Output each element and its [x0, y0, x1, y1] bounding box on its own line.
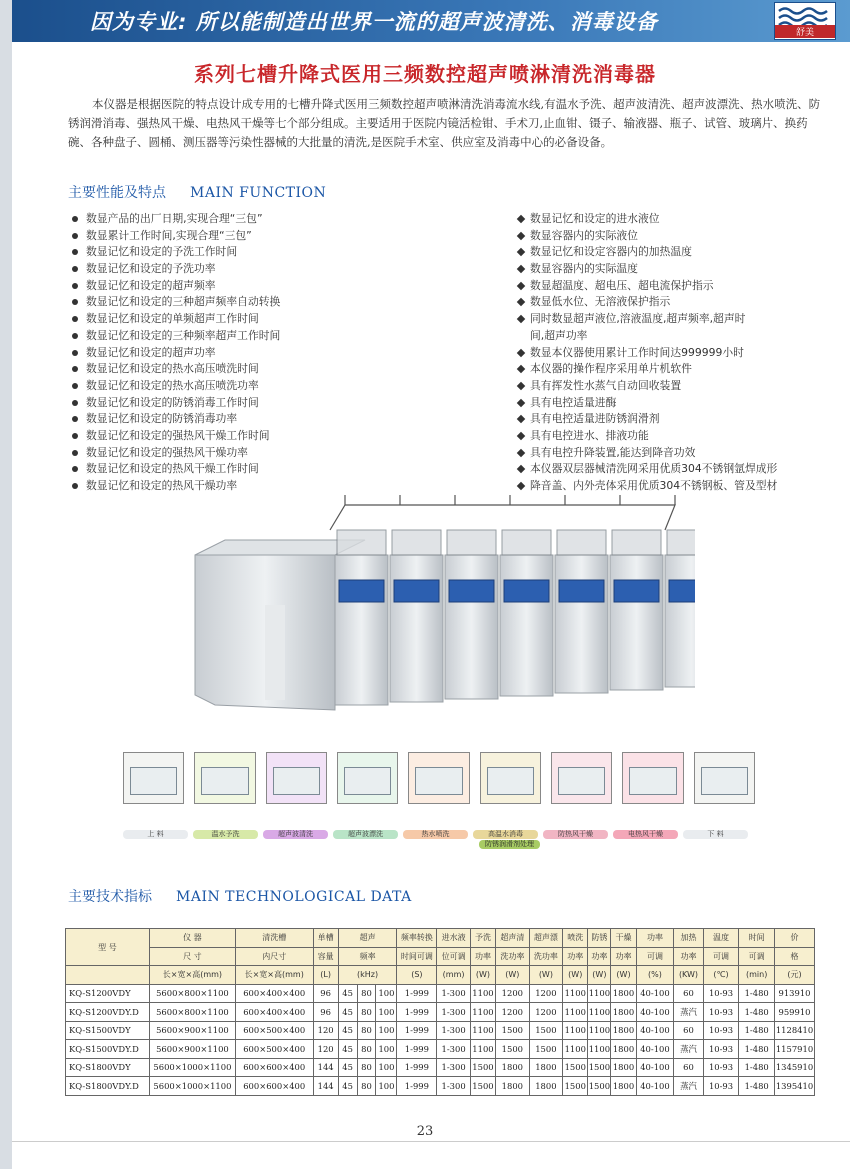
- table-cell: 1-480: [739, 1040, 775, 1059]
- spec-header-cell: (KW): [674, 966, 703, 985]
- feature-item: 数显记忆和设定的三种超声频率自动转换: [68, 294, 508, 311]
- feature-item: 数显累计工作时间,实现合理“三包”: [68, 228, 508, 245]
- spec-header-cell: (W): [529, 966, 563, 985]
- table-cell: 80: [357, 984, 376, 1003]
- table-cell: 96: [313, 984, 338, 1003]
- spec-header-cell: 可调: [739, 947, 775, 966]
- table-cell: 1800: [611, 1040, 636, 1059]
- table-cell: 1200: [496, 984, 530, 1003]
- process-flow: [115, 752, 755, 852]
- table-cell: 600×400×400: [235, 984, 313, 1003]
- table-cell: 1500: [563, 1077, 588, 1096]
- spec-header-cell: (W): [496, 966, 530, 985]
- table-cell: 144: [313, 1058, 338, 1077]
- table-cell: 1100: [470, 1003, 495, 1022]
- table-cell: 1800: [496, 1077, 530, 1096]
- table-cell: 100: [376, 1003, 397, 1022]
- spec-header-cell: 清洗槽: [235, 929, 313, 948]
- features-heading-en: MAIN FUNCTION: [190, 185, 327, 201]
- spec-header-cell: 时间: [739, 929, 775, 948]
- basket-frame: [667, 530, 695, 555]
- feature-item: 具有电控适量进防锈润滑剂: [518, 411, 838, 428]
- table-cell: 1500: [588, 1058, 611, 1077]
- table-cell: 120: [313, 1040, 338, 1059]
- spec-header-cell: 洗功率: [496, 947, 530, 966]
- spec-header-cell: (L): [313, 966, 338, 985]
- feature-item: 数显记忆和设定的热风干燥工作时间: [68, 461, 508, 478]
- spec-header-cell: 功率: [674, 947, 703, 966]
- table-cell: 1800: [611, 1003, 636, 1022]
- table-cell: 1800: [496, 1058, 530, 1077]
- process-step: 超声波漂洗: [333, 830, 398, 839]
- feature-item: 数显记忆和设定容器内的加热温度: [518, 244, 838, 261]
- process-frame: [622, 752, 683, 804]
- feature-item: 数显记忆和设定的热风干燥功率: [68, 478, 508, 495]
- table-cell: 1345910: [775, 1058, 815, 1077]
- spec-header-cell: 超声漂: [529, 929, 563, 948]
- spec-header-cell: 可调: [636, 947, 674, 966]
- basket-frame: [557, 530, 606, 555]
- table-cell: 80: [357, 1040, 376, 1059]
- tank-shape: [415, 767, 462, 795]
- table-cell: 100: [376, 1021, 397, 1040]
- machine-unit: [555, 555, 608, 693]
- feature-item: 降音盖、内外壳体采用优质304不锈钢板、管及型材: [518, 478, 838, 495]
- spec-header-cell: (℃): [703, 966, 739, 985]
- process-frame: [194, 752, 255, 804]
- spec-header-cell: (S): [397, 966, 437, 985]
- features-heading-cn: 主要性能及特点: [68, 185, 166, 201]
- tech-heading-en: MAIN TECHNOLOGICAL DATA: [176, 889, 412, 905]
- spec-header-cell: 功率: [563, 947, 588, 966]
- table-cell: 1200: [529, 1003, 563, 1022]
- table-cell: 60: [674, 1021, 703, 1040]
- spec-header-cell: 干燥: [611, 929, 636, 948]
- tank-shape: [558, 767, 605, 795]
- spec-header-cell: 喷洗: [563, 929, 588, 948]
- process-frame: [551, 752, 612, 804]
- intro-paragraph: 本仪器是根据医院的特点设计成专用的七槽升降式医用三频数控超声喷淋清洗消毒流水线,有温水予洗、超声波清洗、超声波漂洗、热水喷洗、防锈润滑消毒、强热风干燥、电热风干燥等七个部分组成。主要适用于医院内镜活检钳、手术刀,止血钳、镊子、输液器、瓶子、试管、玻璃片、换药碗、各种盘子、圆桶、测压器等污染性器械的大批量的清洗,是医院手术室、供应室及消毒中心的必备设备。: [68, 97, 821, 149]
- table-cell: 1-999: [397, 1040, 437, 1059]
- table-cell: 1500: [470, 1058, 495, 1077]
- table-cell: 1500: [470, 1077, 495, 1096]
- table-cell: 40-100: [636, 1040, 674, 1059]
- spec-header-cell: (W): [470, 966, 495, 985]
- table-cell: 1100: [563, 1040, 588, 1059]
- table-cell: 80: [357, 1021, 376, 1040]
- table-cell: 1-300: [437, 984, 471, 1003]
- spec-header-cell: (W): [611, 966, 636, 985]
- spec-header-cell: 功率: [470, 947, 495, 966]
- table-cell: 1157910: [775, 1040, 815, 1059]
- feature-item: 数显记忆和设定的热水高压喷洗时间: [68, 361, 508, 378]
- table-cell: 10-93: [703, 1021, 739, 1040]
- machine-unit: [500, 555, 553, 696]
- table-cell: 1395410: [775, 1077, 815, 1096]
- spec-header-cell: 仪 器: [149, 929, 235, 948]
- feature-item: 数显记忆和设定的单频超声工作时间: [68, 311, 508, 328]
- spec-header-cell: (%): [636, 966, 674, 985]
- machine-unit: [335, 555, 388, 705]
- banner-slogan: 因为专业: 所以能制造出世界一流的超声波清洗、消毒设备: [90, 10, 658, 34]
- tech-heading-cn: 主要技术指标: [68, 889, 152, 905]
- table-cell: KQ-S1200VDY.D: [66, 1003, 150, 1022]
- table-cell: 1-300: [437, 1077, 471, 1096]
- table-cell: 40-100: [636, 1003, 674, 1022]
- table-cell: 5600×1000×1100: [149, 1058, 235, 1077]
- table-cell: 913910: [775, 984, 815, 1003]
- machine-unit: [610, 555, 663, 690]
- spec-header-row: [66, 966, 815, 985]
- table-cell: 600×400×400: [235, 1003, 313, 1022]
- feature-item: 具有挥发性水蒸气自动回收装置: [518, 378, 838, 395]
- table-cell: 45: [338, 1058, 357, 1077]
- process-frame: [480, 752, 541, 804]
- table-cell: 600×500×400: [235, 1021, 313, 1040]
- spec-header-cell: 长×宽×高(mm): [149, 966, 235, 985]
- table-cell: 45: [338, 984, 357, 1003]
- table-cell: 1-999: [397, 1021, 437, 1040]
- table-cell: 蒸汽: [674, 1040, 703, 1059]
- company-logo: [774, 2, 836, 40]
- spec-header-cell: (kHz): [338, 966, 397, 985]
- spec-header-cell: 频率: [338, 947, 397, 966]
- spec-header-cell: 时间可调: [397, 947, 437, 966]
- spec-header-cell: [66, 966, 150, 985]
- product-title: 系列七槽升降式医用三频数控超声喷淋清洗消毒器: [194, 62, 656, 86]
- spec-header-cell: 内尺寸: [235, 947, 313, 966]
- feature-item: 数显记忆和设定的予洗工作时间: [68, 244, 508, 261]
- table-cell: 5600×900×1100: [149, 1021, 235, 1040]
- process-frame: [337, 752, 398, 804]
- table-cell: 10-93: [703, 1077, 739, 1096]
- table-cell: 1-999: [397, 1058, 437, 1077]
- spec-header-cell: 型 号: [66, 929, 150, 966]
- spec-header-cell: 加热: [674, 929, 703, 948]
- control-panel: [559, 580, 604, 602]
- table-cell: 1-999: [397, 1003, 437, 1022]
- process-frame: [694, 752, 755, 804]
- table-cell: 1100: [470, 1021, 495, 1040]
- feature-item: 数显记忆和设定的防锈消毒功率: [68, 411, 508, 428]
- table-cell: KQ-S1500VDY.D: [66, 1040, 150, 1059]
- spec-header-cell: (元): [775, 966, 815, 985]
- table-cell: 1500: [588, 1077, 611, 1096]
- table-cell: 蒸汽: [674, 1003, 703, 1022]
- spec-header-cell: 洗功率: [529, 947, 563, 966]
- control-panel: [394, 580, 439, 602]
- process-step: 热水喷洗: [403, 830, 468, 839]
- table-cell: 45: [338, 1003, 357, 1022]
- table-cell: 5600×900×1100: [149, 1040, 235, 1059]
- table-cell: 1-300: [437, 1040, 471, 1059]
- divider: [12, 1141, 850, 1142]
- table-cell: 1500: [529, 1040, 563, 1059]
- table-cell: 1-300: [437, 1003, 471, 1022]
- table-cell: 600×500×400: [235, 1040, 313, 1059]
- table-row: [66, 1077, 815, 1096]
- table-cell: 1100: [563, 984, 588, 1003]
- process-frame: [266, 752, 327, 804]
- spec-header-cell: 功率: [611, 947, 636, 966]
- table-cell: 1100: [588, 1003, 611, 1022]
- spec-header-cell: (mm): [437, 966, 471, 985]
- machine-illustration: [185, 495, 695, 725]
- feature-item: 数显记忆和设定的超声频率: [68, 278, 508, 295]
- spec-header-cell: (min): [739, 966, 775, 985]
- feature-item: 数显记忆和设定的强热风干燥功率: [68, 445, 508, 462]
- table-cell: 1100: [470, 1040, 495, 1059]
- spec-header-cell: 尺 寸: [149, 947, 235, 966]
- table-cell: 1128410: [775, 1021, 815, 1040]
- feature-item: 数显容器内的实际液位: [518, 228, 838, 245]
- feature-item: 数显记忆和设定的进水液位: [518, 211, 838, 228]
- table-cell: 1800: [529, 1058, 563, 1077]
- table-cell: 1-480: [739, 1077, 775, 1096]
- feature-item: 数显记忆和设定的强热风干燥工作时间: [68, 428, 508, 445]
- process-frame: [408, 752, 469, 804]
- table-cell: 1-999: [397, 984, 437, 1003]
- table-cell: 100: [376, 1040, 397, 1059]
- table-cell: 蒸汽: [674, 1077, 703, 1096]
- basket-frame: [612, 530, 661, 555]
- table-cell: 1100: [588, 1021, 611, 1040]
- feature-list-left: [68, 211, 508, 495]
- tank-shape: [201, 767, 248, 795]
- table-cell: 600×600×400: [235, 1077, 313, 1096]
- process-step: 下 料: [683, 830, 748, 839]
- spec-header-cell: (W): [588, 966, 611, 985]
- spec-header-row: [66, 947, 815, 966]
- process-step: 温水予洗: [193, 830, 258, 839]
- table-cell: 45: [338, 1021, 357, 1040]
- spec-header-cell: 予洗: [470, 929, 495, 948]
- table-cell: KQ-S1800VDY.D: [66, 1077, 150, 1096]
- table-cell: 1100: [563, 1021, 588, 1040]
- table-cell: KQ-S1800VDY: [66, 1058, 150, 1077]
- table-cell: 1500: [529, 1021, 563, 1040]
- table-cell: 5600×800×1100: [149, 1003, 235, 1022]
- table-cell: 1500: [563, 1058, 588, 1077]
- machine-unit: [390, 555, 443, 702]
- feature-item: 数显超温度、超电压、超电流保护指示: [518, 278, 838, 295]
- machine-unit: [445, 555, 498, 699]
- spec-header-cell: 单槽: [313, 929, 338, 948]
- table-cell: 100: [376, 984, 397, 1003]
- table-cell: 96: [313, 1003, 338, 1022]
- spec-header-cell: 功率: [636, 929, 674, 948]
- logo-text: 舒美: [775, 25, 835, 38]
- table-cell: 1800: [529, 1077, 563, 1096]
- process-step: 高温水消毒: [473, 830, 538, 839]
- process-step: 防热风干燥: [543, 830, 608, 839]
- table-cell: KQ-S1500VDY: [66, 1021, 150, 1040]
- feature-item: 数显产品的出厂日期,实现合理“三包”: [68, 211, 508, 228]
- spec-header-row: [66, 929, 815, 948]
- table-row: [66, 1021, 815, 1040]
- table-row: [66, 1040, 815, 1059]
- spec-header-cell: 容量: [313, 947, 338, 966]
- table-cell: 1200: [529, 984, 563, 1003]
- table-cell: 1800: [611, 1021, 636, 1040]
- feature-item: 同时数显超声液位,溶液温度,超声频率,超声时: [518, 311, 838, 328]
- table-cell: 10-93: [703, 1003, 739, 1022]
- table-cell: 80: [357, 1003, 376, 1022]
- table-cell: 1-480: [739, 984, 775, 1003]
- table-cell: 1-480: [739, 1003, 775, 1022]
- table-cell: 40-100: [636, 1021, 674, 1040]
- table-cell: 10-93: [703, 1040, 739, 1059]
- table-cell: 120: [313, 1021, 338, 1040]
- table-cell: KQ-S1200VDY: [66, 984, 150, 1003]
- tank-shape: [701, 767, 748, 795]
- feature-list-right: [518, 211, 838, 495]
- feature-item: 数显记忆和设定的予洗功率: [68, 261, 508, 278]
- feature-item: 数显容器内的实际温度: [518, 261, 838, 278]
- header-banner: [12, 0, 850, 42]
- table-cell: 1-300: [437, 1021, 471, 1040]
- table-cell: 80: [357, 1077, 376, 1096]
- table-cell: 1500: [496, 1040, 530, 1059]
- process-step: 电热风干燥: [613, 830, 678, 839]
- tech-heading: [68, 886, 412, 906]
- table-cell: 5600×800×1100: [149, 984, 235, 1003]
- spec-header-cell: 价: [775, 929, 815, 948]
- table-cell: 1100: [588, 1040, 611, 1059]
- tank-shape: [487, 767, 534, 795]
- feature-item: 本仪器双层器械清洗网采用优质304不锈钢氩焊成形: [518, 461, 838, 478]
- table-cell: 1-480: [739, 1021, 775, 1040]
- spec-header-cell: 超声: [338, 929, 397, 948]
- spec-header-cell: 进水液: [437, 929, 471, 948]
- feature-item: 具有电控进水、排液功能: [518, 428, 838, 445]
- feature-item: 数显记忆和设定的三种频率超声工作时间: [68, 328, 508, 345]
- machine-unit: [665, 555, 695, 687]
- table-row: [66, 1058, 815, 1077]
- control-panel: [504, 580, 549, 602]
- table-cell: 10-93: [703, 1058, 739, 1077]
- table-row: [66, 984, 815, 1003]
- table-cell: 1200: [496, 1003, 530, 1022]
- table-cell: 45: [338, 1040, 357, 1059]
- table-cell: 1500: [496, 1021, 530, 1040]
- page-number: 23: [416, 1124, 434, 1139]
- feature-item: 数显本仪器使用累计工作时间达999999小时: [518, 345, 838, 362]
- table-cell: 1-480: [739, 1058, 775, 1077]
- table-cell: 1800: [611, 984, 636, 1003]
- spec-header-cell: 可调: [703, 947, 739, 966]
- feature-item: 具有电控升降装置,能达到降音功效: [518, 445, 838, 462]
- features-heading: [68, 182, 326, 202]
- process-sub-step: 防锈润滑剂处理: [479, 840, 540, 849]
- table-cell: 1-999: [397, 1077, 437, 1096]
- table-cell: 1-300: [437, 1058, 471, 1077]
- table-cell: 45: [338, 1077, 357, 1096]
- spec-header-cell: 防锈: [588, 929, 611, 948]
- table-cell: 60: [674, 984, 703, 1003]
- spec-header-cell: 超声清: [496, 929, 530, 948]
- table-row: [66, 1003, 815, 1022]
- process-step: 超声波清洗: [263, 830, 328, 839]
- process-frame: [123, 752, 184, 804]
- tank-shape: [273, 767, 320, 795]
- feature-item: 数显记忆和设定的热水高压喷洗功率: [68, 378, 508, 395]
- spec-table: [65, 928, 815, 1096]
- table-cell: 144: [313, 1077, 338, 1096]
- spec-header-cell: 频率转换: [397, 929, 437, 948]
- feature-item: 本仪器的操作程序采用单片机软件: [518, 361, 838, 378]
- tank-shape: [629, 767, 676, 795]
- table-cell: 1800: [611, 1058, 636, 1077]
- table-cell: 40-100: [636, 1077, 674, 1096]
- feature-item: 数显记忆和设定的超声功率: [68, 345, 508, 362]
- spec-header-cell: 长×宽×高(mm): [235, 966, 313, 985]
- table-cell: 40-100: [636, 984, 674, 1003]
- control-panel: [449, 580, 494, 602]
- tank-shape: [130, 767, 177, 795]
- table-cell: 10-93: [703, 984, 739, 1003]
- table-cell: 1100: [563, 1003, 588, 1022]
- table-cell: 80: [357, 1058, 376, 1077]
- basket-frame: [392, 530, 441, 555]
- control-panel: [614, 580, 659, 602]
- spec-header-cell: 功率: [588, 947, 611, 966]
- feature-item: 数显记忆和设定的防锈消毒工作时间: [68, 395, 508, 412]
- table-cell: 1800: [611, 1077, 636, 1096]
- table-cell: 40-100: [636, 1058, 674, 1077]
- table-cell: 100: [376, 1058, 397, 1077]
- basket-frame: [502, 530, 551, 555]
- basket-frame: [447, 530, 496, 555]
- basket-frame: [337, 530, 386, 555]
- table-cell: 959910: [775, 1003, 815, 1022]
- spec-header-cell: 温度: [703, 929, 739, 948]
- spec-header-cell: 位可调: [437, 947, 471, 966]
- table-cell: 1100: [470, 984, 495, 1003]
- control-panel: [339, 580, 384, 602]
- table-cell: 100: [376, 1077, 397, 1096]
- table-cell: 1100: [588, 984, 611, 1003]
- control-panel: [669, 580, 695, 602]
- feature-item: 间,超声功率: [530, 328, 588, 342]
- feature-item: 具有电控适量进酶: [518, 395, 838, 412]
- table-cell: 60: [674, 1058, 703, 1077]
- tank-shape: [344, 767, 391, 795]
- spec-header-cell: 格: [775, 947, 815, 966]
- table-cell: 5600×1000×1100: [149, 1077, 235, 1096]
- process-steps: [123, 830, 748, 839]
- page-margin: [0, 0, 12, 1169]
- spec-header-cell: (W): [563, 966, 588, 985]
- process-step: 上 料: [123, 830, 188, 839]
- feature-item: 数显低水位、无溶液保护指示: [518, 294, 838, 311]
- table-cell: 600×600×400: [235, 1058, 313, 1077]
